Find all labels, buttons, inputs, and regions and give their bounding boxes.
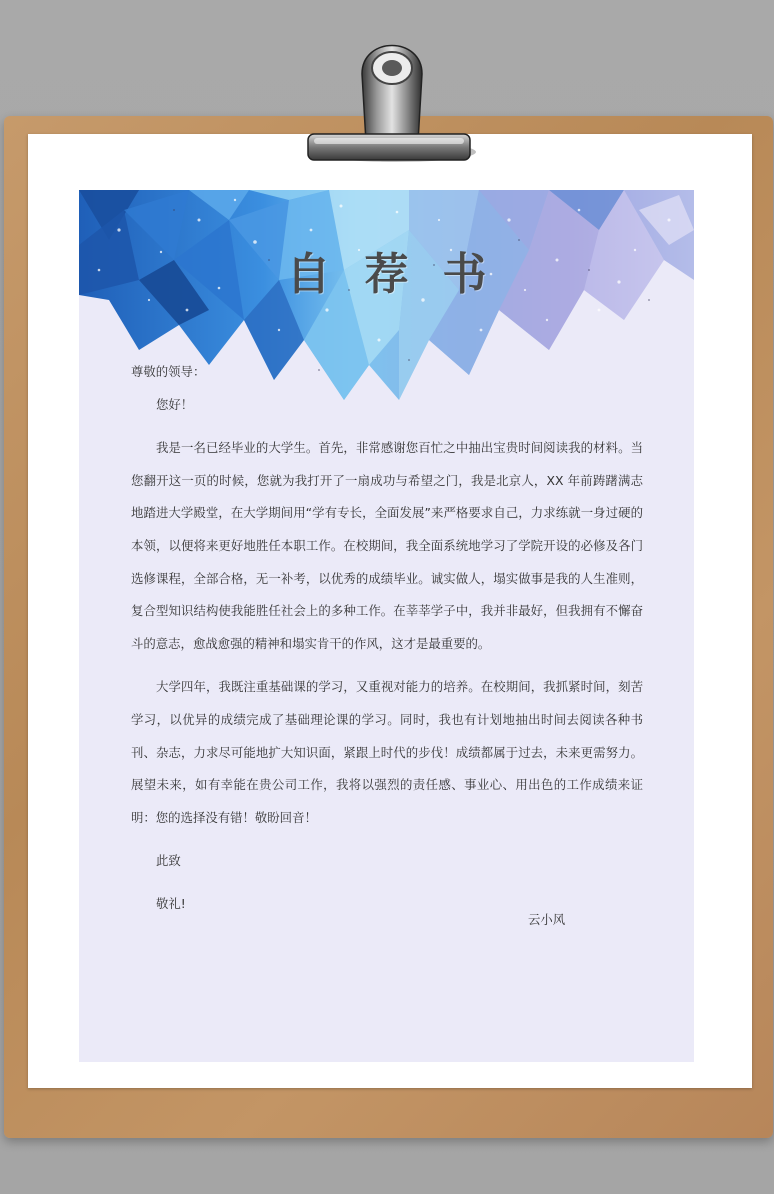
salutation: 尊敬的领导：: [131, 364, 206, 379]
signature: 云小风: [528, 912, 566, 927]
letter-body: [131, 356, 643, 921]
hello-line: 您好！: [156, 396, 194, 412]
binder-clip-icon: [300, 24, 478, 176]
closing-line-1: 此致: [156, 853, 181, 869]
paragraph-2: 大学四年，我既注重基础课的学习，又重视对能力的培养。在校期间，我抓紧时间，刻苦学习，以优异的成绩完成了基础理论课的学习。同时，我也有计划地抽出时间去阅读各种书刊、杂志，力求尽可能地扩大知识面，紧跟上时代的步伐！成绩都属于过去，未来更需努力。展望未来，如有幸能在贵公司工作，我将以强烈的责任感、事业心、用出色的工作成绩来证明：您的选择没有错！敬盼回音！: [131, 679, 643, 825]
page-title: 自荐书: [286, 249, 521, 300]
paragraph-1: 我是一名已经毕业的大学生。首先，非常感谢您百忙之中抽出宝贵时间阅读我的材料。当您翻开这一页的时候，您就为我打开了一扇成功与希望之门，我是北京人，XX 年前踌躇满志地踏进大学殿堂，在大学期间用“学有专长，全面发展”来严格要求自己，力求练就一身过硬的本领，以便将来更好地胜任本职工作。在校期间，我全面系统地学习了学院开设的必修及各门选修课程，全部合格，无一补考，以优秀的成绩毕业。诚实做人，塌实做事是我的人生准则，复合型知识结构使我能胜任社会上的多种工作。在莘莘学子中，我并非最好，但我拥有不懈奋斗的意志，愈战愈强的精神和塌实肯干的作风，这才是最重要的。: [131, 440, 643, 651]
closing-line-2: 敬礼!: [156, 895, 186, 911]
letter-sheet: [79, 190, 694, 1062]
